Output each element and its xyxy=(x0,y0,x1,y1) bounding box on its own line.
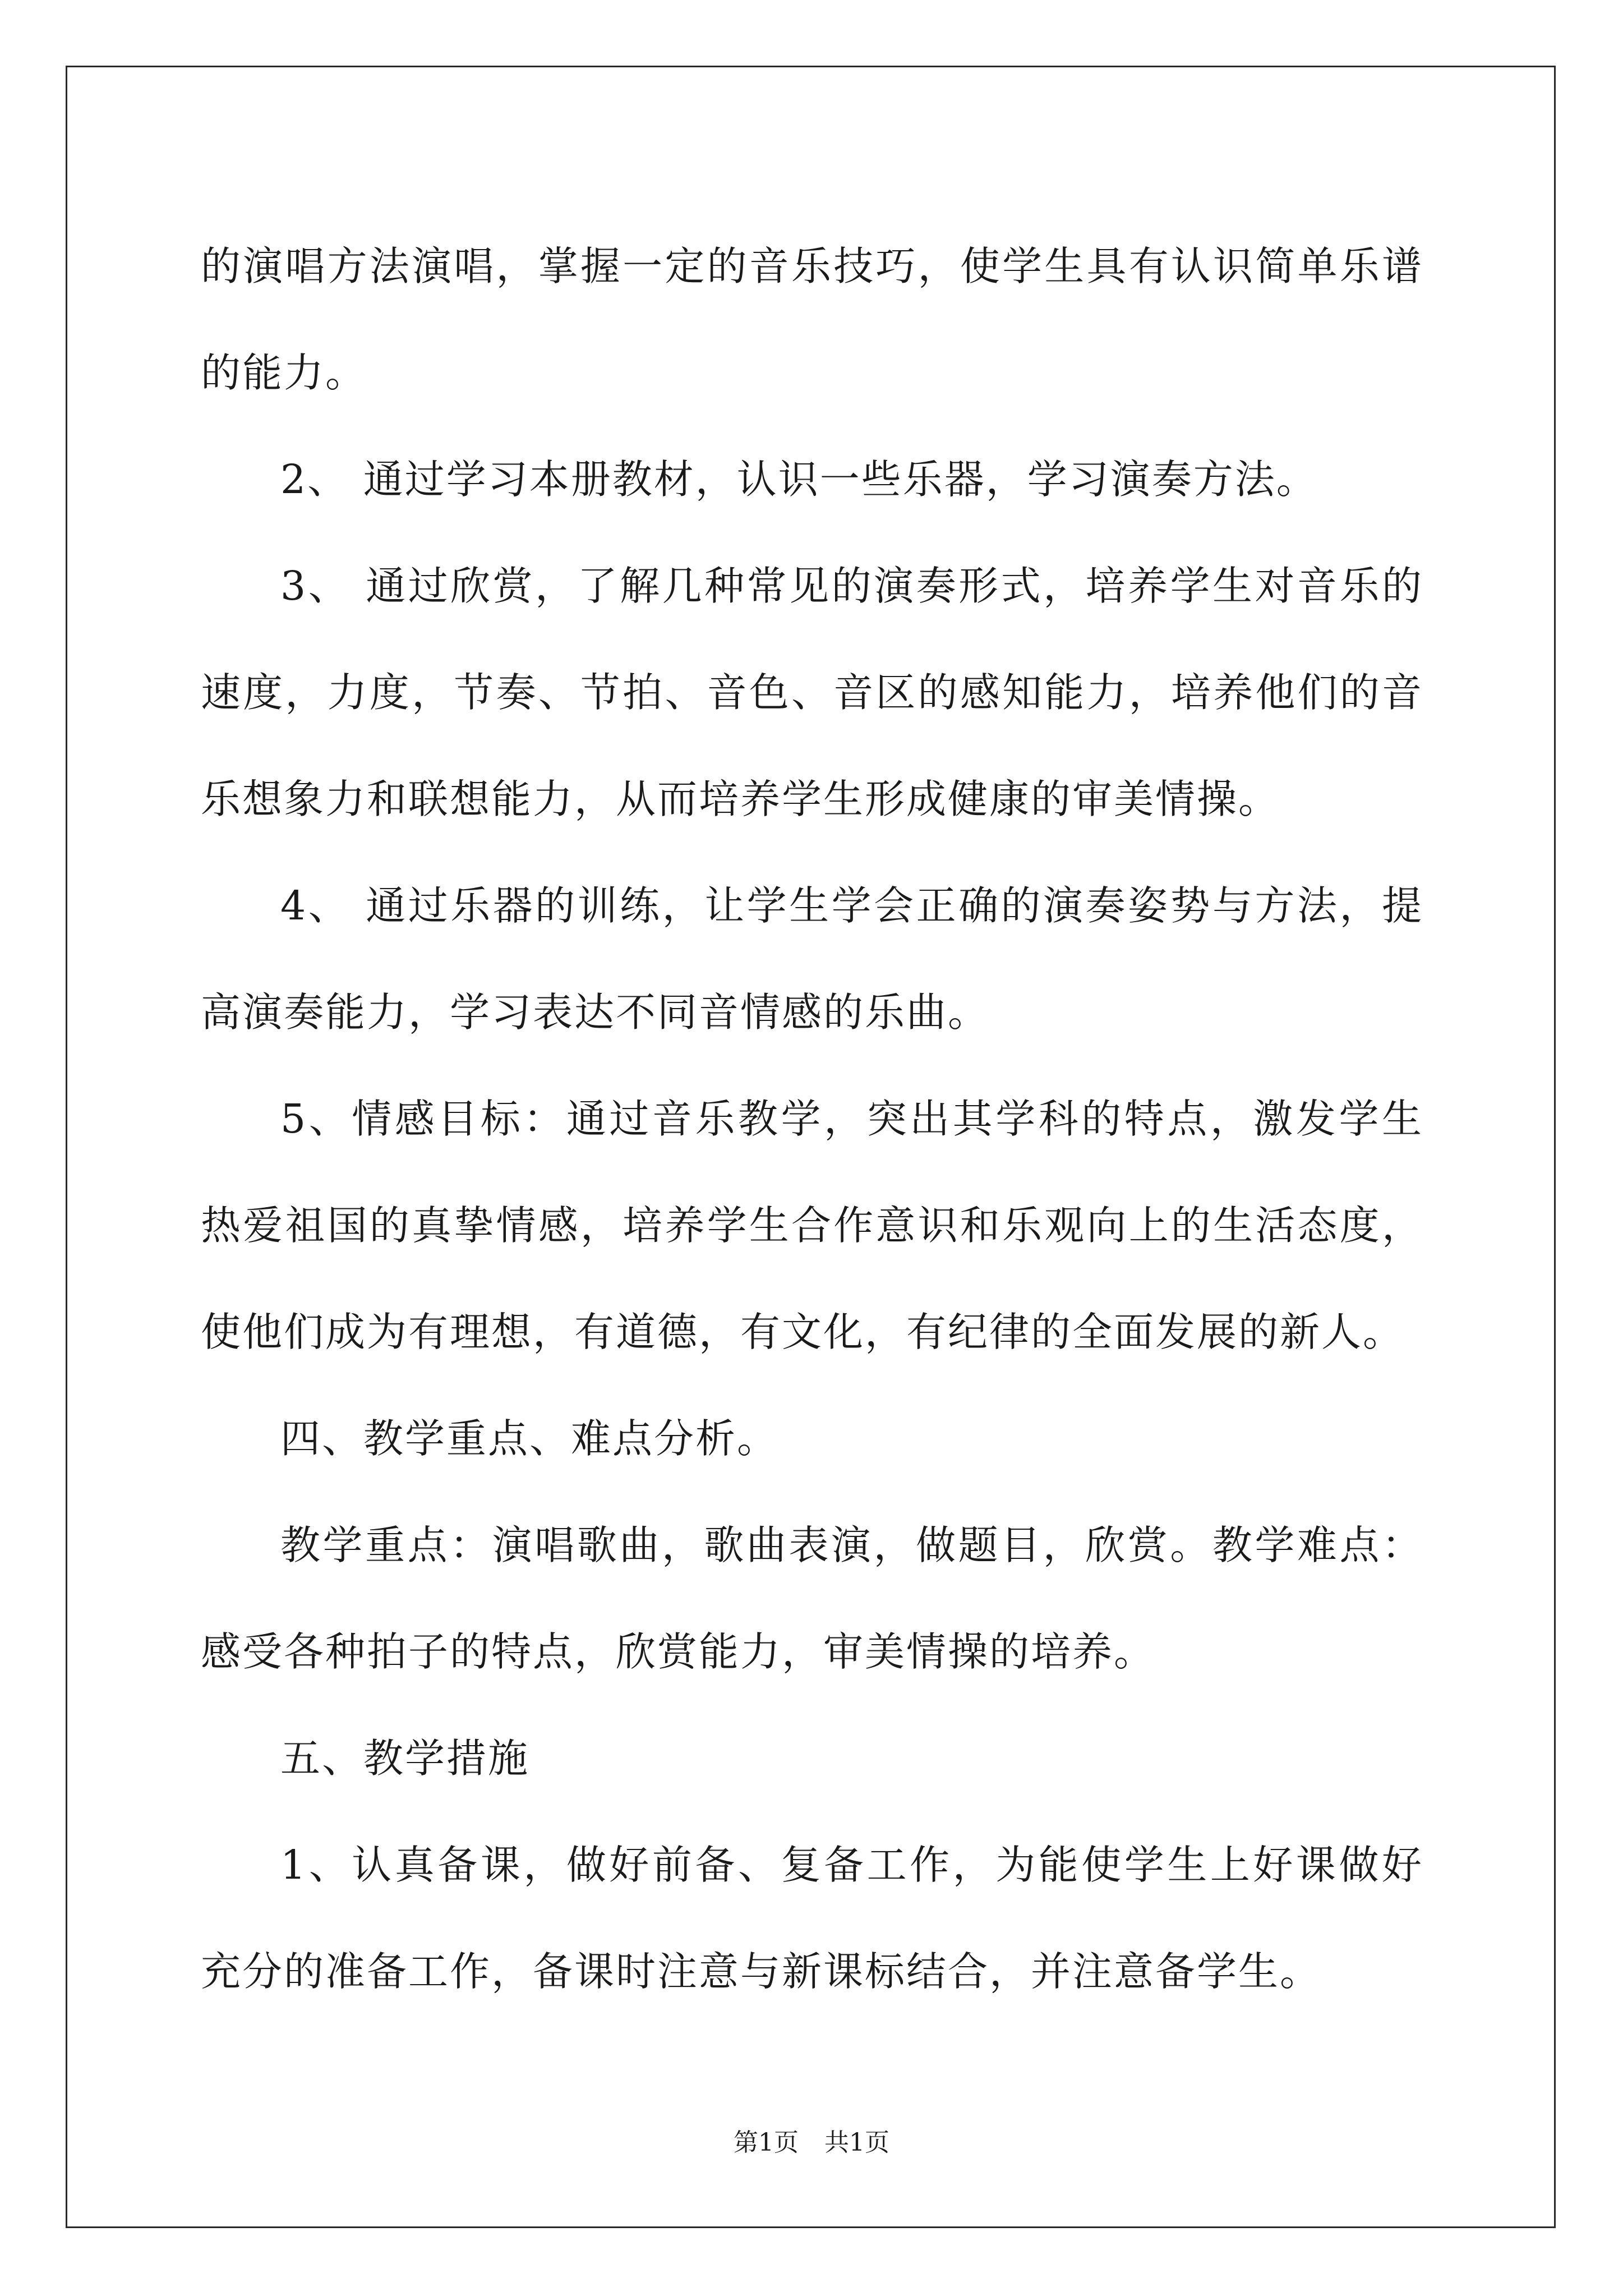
page-total: 共1页 xyxy=(824,2128,889,2157)
paragraph: 1、认真备课，做好前备、复备工作，为能使学生上好课做好充分的准备工作，备课时注意与新课标结合，并注意备学生。 xyxy=(201,1842,1423,1995)
paragraph: 教学重点：演唱歌曲，歌曲表演，做题目，欣赏。教学难点：感受各种拍子的特点，欣赏能力，审美情操的培养。 xyxy=(201,1522,1423,1675)
paragraph: 5、情感目标：通过音乐教学，突出其学科的特点，激发学生热爱祖国的真挚情感，培养学生合作意识和乐观向上的生活态度，使他们成为有理想，有道德，有文化，有纪律的全面发展的新人。 xyxy=(201,1096,1423,1355)
document-body xyxy=(201,213,1423,2025)
section-heading: 五、教学措施 xyxy=(280,1735,530,1782)
page-number: 第1页 xyxy=(734,2128,799,2157)
paragraph: 的演唱方法演唱，掌握一定的音乐技巧，使学生具有认识简单乐谱的能力。 xyxy=(201,243,1423,396)
section-heading: 四、教学重点、难点分析。 xyxy=(280,1415,779,1462)
page-footer xyxy=(0,2126,1623,2160)
paragraph: 2、 通过学习本册教材，认识一些乐器，学习演奏方法。 xyxy=(280,456,1318,503)
paragraph: 4、 通过乐器的训练，让学生学会正确的演奏姿势与方法，提高演奏能力，学习表达不同音情感的乐曲。 xyxy=(201,882,1423,1036)
paragraph: 3、 通过欣赏，了解几种常见的演奏形式，培养学生对音乐的速度，力度，节奏、节拍、音色、音区的感知能力，培养他们的音乐想象力和联想能力，从而培养学生形成健康的审美情操。 xyxy=(201,563,1423,822)
